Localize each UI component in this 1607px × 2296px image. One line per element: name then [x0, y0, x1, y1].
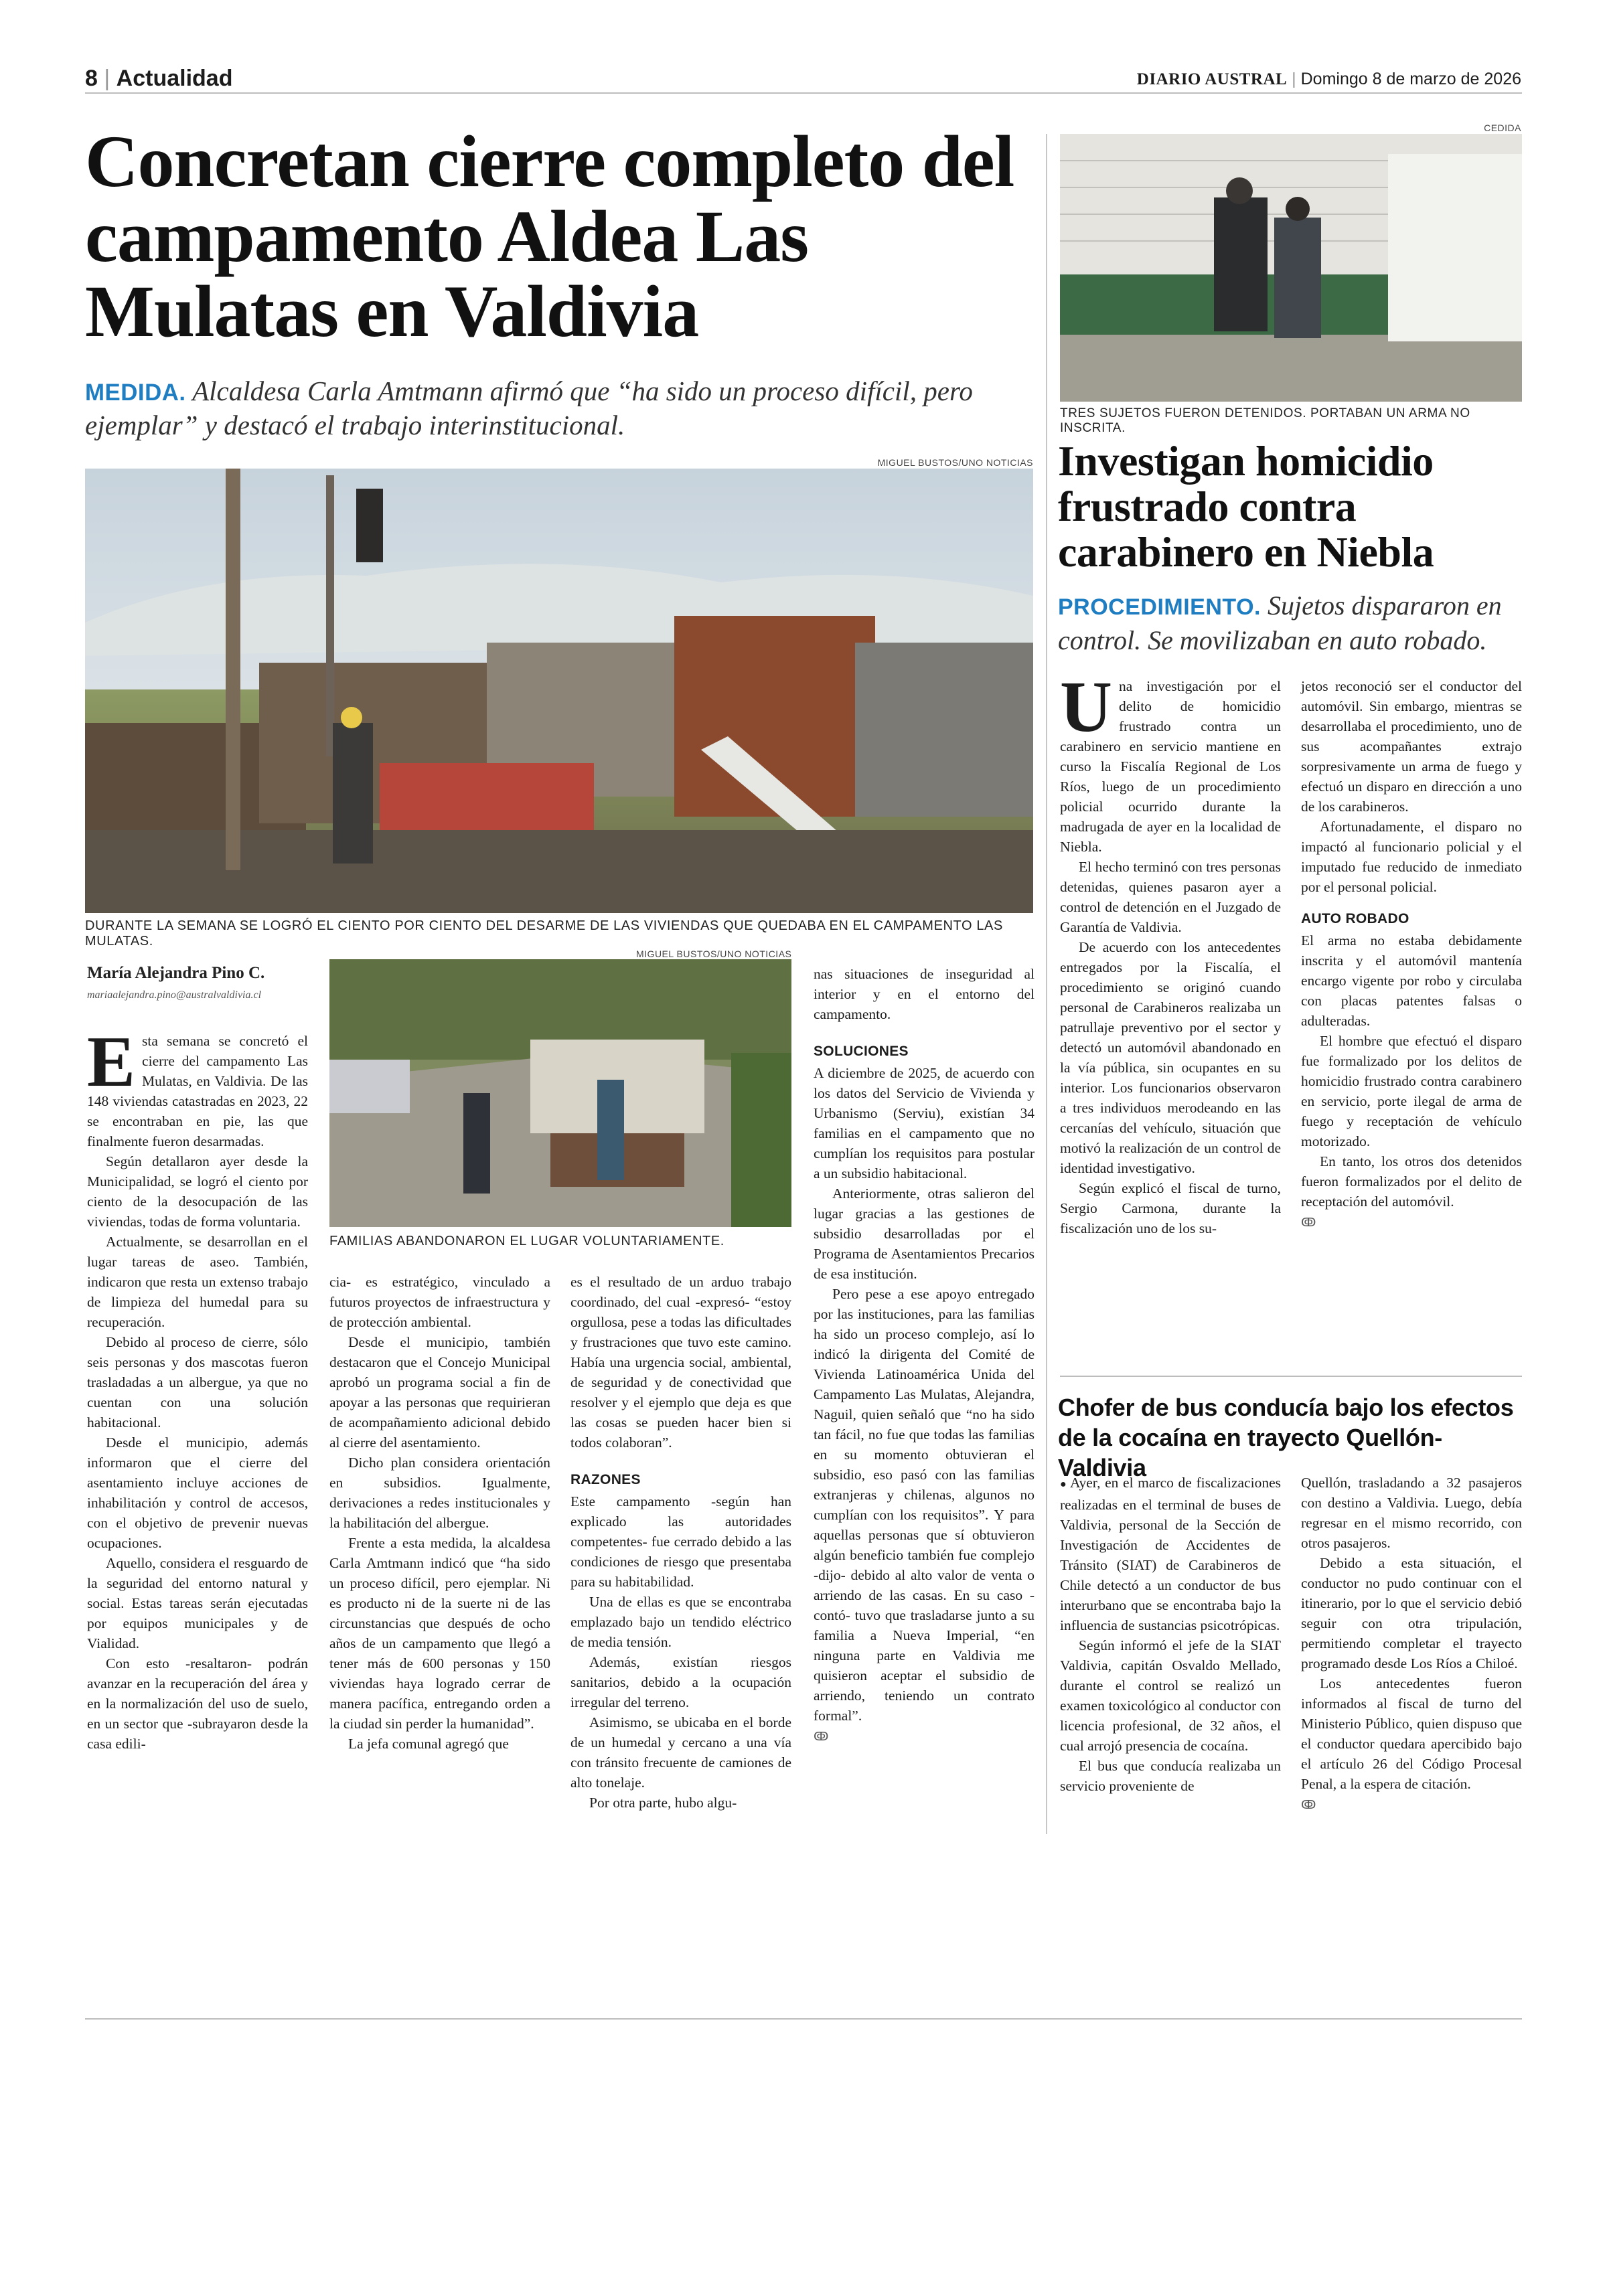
- publication-name: DIARIO AUSTRAL: [1136, 70, 1288, 88]
- main-body-column-2: [329, 1272, 550, 1754]
- secondary-body-column-2: [1301, 676, 1522, 1233]
- brief-body-column-2: [1301, 1473, 1522, 1815]
- subheading-razones: RAZONES: [570, 1472, 641, 1487]
- paragraph: [1060, 1473, 1281, 1635]
- paragraph: Desde el municipio, también destacaron que el Concejo Municipal aprobó un programa social a fin de apoyar a las personas que requirieran de acompañamiento adicional debido al cierre del asentamiento.: [329, 1334, 550, 1451]
- secondary-body-column-1: [1060, 667, 1281, 1238]
- secondary-headline: Investigan homicidio frustrado contra carabinero en Niebla: [1058, 437, 1434, 576]
- bullet-icon: ●: [1060, 1479, 1067, 1490]
- section-name: Actualidad: [116, 66, 233, 91]
- publication-info: DIARIO AUSTRAL | Domingo 8 de marzo de 2026: [1136, 70, 1521, 88]
- subheading-soluciones: SOLUCIONES: [814, 1044, 909, 1059]
- paragraph: Este campamento -según han explicado las autoridades competentes- fue cerrado debido a las condiciones de riesgo que presentaba para su habitabilidad.: [570, 1493, 791, 1590]
- secondary-lead: [1058, 589, 1527, 657]
- detenidos-photo: [1060, 134, 1522, 402]
- paragraph: jetos reconoció ser el conductor del automóvil. Sin embargo, mientras se desarrollaba el procedimiento, uno de sus acompañantes extrajo sorpresivamente un arma de fuego y efectuó un disparo en dirección a uno de los carabineros.: [1301, 678, 1522, 815]
- paragraph: El arma no estaba debidamente inscrita y el automóvil mantenía encargo vigente por robo y circulaba con placas patentes falsas o adulteradas.: [1301, 932, 1522, 1029]
- paragraph: Actualmente, se desarrollan en el lugar tareas de aseo. También, indicaron que resta un extenso trabajo de limpieza del humedal para su recuperación.: [87, 1234, 308, 1330]
- end-mark-icon: ↂ: [1301, 1798, 1316, 1812]
- drop-cap: E: [87, 1022, 136, 1102]
- paragraph: Quellón, trasladando a 32 pasajeros con destino a Valdivia. Luego, debía regresar en el mismo recorrido, con otros pasajeros.: [1301, 1475, 1522, 1551]
- paragraph: Según detallaron ayer desde la Municipalidad, se logró el ciento por ciento de la desocupación de las viviendas, todas de forma voluntaria.: [87, 1153, 308, 1230]
- paragraph: Los antecedentes fueron informados al fiscal de turno del Ministerio Público, quien dispuso que el conductor quedara apercibido bajo el artículo 26 del Código Procesal Penal, a la espera de citación.: [1301, 1675, 1522, 1792]
- main-headline: Concretan cierre completo del campamento Aldea Las Mulatas en Valdivia: [85, 120, 1014, 352]
- paragraph: Una de ellas es que se encontraba emplazado bajo un tendido eléctrico de media tensión.: [570, 1594, 791, 1650]
- paragraph: es el resultado de un arduo trabajo coordinado, del cual -expresó- “estoy orgullosa, pese a todas las dificultades y frustraciones que tuvo este camino. Había una urgencia social, ambiental, de seguridad y de conectividad que resolver y el ejemplo que deja es que las cosas se pueden hacer bien si todos colaboran”.: [570, 1274, 791, 1451]
- brief-body-column-1: [1060, 1473, 1281, 1796]
- paragraph: Frente a esta medida, la alcaldesa Carla Amtmann indicó que “ha sido un proceso difícil, pero ejemplar. Ni es producto ni de la suerte ni de las circunstancias que después de ocho años de un campamento que llegó a tener más de 600 personas y 150 viviendas haya logrado cerrar de manera pacífica, entregando orden a la ciudad sin perder la humanidad”.: [329, 1535, 550, 1732]
- photo-credit-2: MIGUEL BUSTOS/UNO NOTICIAS: [636, 949, 792, 959]
- paragraph: Con esto -resaltaron- podrán avanzar en la recuperación del área y en la normalización del uso de suelo, en un sector que -subrayaron desde la casa edili-: [87, 1655, 308, 1752]
- photo-credit: MIGUEL BUSTOS/UNO NOTICIAS: [877, 457, 1033, 468]
- paragraph: Aquello, considera el resguardo de la seguridad del entorno natural y social. Estas tareas serán ejecutadas por equipos municipales y de Vialidad.: [87, 1555, 308, 1651]
- main-body-column-1: [87, 1022, 308, 1754]
- familias-photo: [329, 959, 791, 1227]
- campamento-photo: [85, 469, 1033, 913]
- paragraph: Pero pese a ese apoyo entregado por las instituciones, para las familias ha sido un proceso complejo, así lo indicó la dirigenta del Comité de Vivienda Latinoamérica Unida del Campamento Las Mulatas, Alejandra, Naguil, quien señaló que “no ha sido tan fácil, no fue que todas las familias en su momento obtuvieran el subsidio, eso pasó con las familias extranjeras y chilenas, algunos no cumplían con los requisitos”. Y para aquellas personas que sí obtuvieron algún beneficio también fue complejo -dijo- debido al alto valor de venta o arriendo de las casas. En su caso -contó- tuvo que trasladarse junto a su familia a Nueva Imperial, “en ninguna parte en Valdivia me quisieron aceptar el subsidio de arriendo, teniendo un contrato formal”.: [814, 1286, 1035, 1724]
- paragraph: Dicho plan considera orientación en subsidios. Igualmente, derivaciones a redes institucionales y la habilitación del albergue.: [329, 1455, 550, 1531]
- page-section-header: 8 | Actualidad: [85, 66, 233, 91]
- subheading-auto-robado: AUTO ROBADO: [1301, 911, 1409, 926]
- author-email: mariaalejandra.pino@australvaldivia.cl: [87, 989, 262, 1001]
- column-divider: [1046, 134, 1047, 1834]
- paragraph: Asimismo, se ubicaba en el borde de un humedal y cercano a una vía con tránsito frecuente de camiones de alto tonelaje.: [570, 1714, 791, 1791]
- paragraph: Debido al proceso de cierre, sólo seis personas y dos mascotas fueron trasladadas a un albergue, ya que no cuentan con una solución habitacional.: [87, 1334, 308, 1430]
- author-name: María Alejandra Pino C.: [87, 964, 265, 982]
- photo-caption-2: FAMILIAS ABANDONARON EL LUGAR VOLUNTARIAMENTE.: [329, 1234, 724, 1248]
- paragraph-text: Ayer, en el marco de fiscalizaciones realizadas en el terminal de buses de Valdivia, personal de la Sección de Investigación de Accidentes de Tránsito (SIAT) de Carabineros de Chile detectó a un conductor de bus interurbano que se encontraba bajo la influencia de sustancias psicotrópicas.: [1060, 1475, 1281, 1633]
- main-lead: [85, 375, 1022, 441]
- paragraph: Además, existían riesgos sanitarios, debido a la ocupación irregular del terreno.: [570, 1654, 791, 1710]
- main-body-column-4: [814, 964, 1035, 1747]
- photo-caption: DURANTE LA SEMANA SE LOGRÓ EL CIENTO POR CIENTO DEL DESARME DE LAS VIVIENDAS QUE QUEDABA EN EL CAMPAMENTO LAS MULATAS.: [85, 918, 1003, 949]
- end-mark-icon: ↂ: [1301, 1216, 1316, 1230]
- paragraph: La jefa comunal agregó que: [348, 1736, 509, 1752]
- paragraph: De acuerdo con los antecedentes entregados por la Fiscalía, el procedimiento se originó cuando personal de Carabineros realizaba un patrullaje preventivo por el sector y detectó un automóvil abandonado en la vía pública, sin ocupantes en su interior. Los funcionarios observaron a tres individuos merodeando en las cercanías del vehículo, situación que motivó la realización de un control de identidad investigativo.: [1060, 939, 1281, 1176]
- main-body-column-3: [570, 1272, 791, 1813]
- footer-rule: [85, 2018, 1522, 2020]
- brief-rule: [1060, 1376, 1522, 1377]
- publication-date: Domingo 8 de marzo de 2026: [1300, 70, 1521, 88]
- page-number: 8: [85, 66, 98, 91]
- paragraph: Desde el municipio, además informaron que el cierre del asentamiento incluye acciones de inhabilitación y control de accesos, con el objetivo de prevenir nuevas ocupaciones.: [87, 1434, 308, 1551]
- paragraph: Por otra parte, hubo algu-: [589, 1795, 737, 1811]
- paragraph: El hombre que efectuó el disparo fue formalizado por los delitos de homicidio frustrado contra carabinero en servicio, porte ilegal de arma de fuego y receptación de vehículo motorizado.: [1301, 1033, 1522, 1149]
- paragraph: na investigación por el delito de homicidio frustrado contra un carabinero en servicio mantiene en curso la Fiscalía Regional de Los Ríos, luego de un procedimiento policial ocurrido durante la madrugada de ayer en la localidad de Niebla.: [1060, 678, 1281, 855]
- photo-caption-right: TRES SUJETOS FUERON DETENIDOS. PORTABAN UN ARMA NO INSCRITA.: [1060, 406, 1470, 435]
- paragraph: Debido a esta situación, el conductor no pudo continuar con el itinerario, por lo que el servicio debió seguir con otra tripulación, permitiendo completar el trayecto programado desde Los Ríos a Chiloé.: [1301, 1555, 1522, 1671]
- paragraph: Según explicó el fiscal de turno, Sergio Carmona, durante la fiscalización uno de los su-: [1060, 1180, 1281, 1236]
- drop-cap: U: [1060, 667, 1112, 747]
- paragraph: cia- es estratégico, vinculado a futuros proyectos de infraestructura y de protección ambiental.: [329, 1274, 550, 1330]
- paragraph: Según informó el jefe de la SIAT Valdivia, capitán Osvaldo Mellado, durante el control se realizó un examen toxicológico al conductor con licencia profesional, de 32 años, el cual arrojó presencia de cocaína.: [1060, 1637, 1281, 1754]
- end-mark-icon: ↂ: [814, 1730, 829, 1744]
- paragraph: El hecho terminó con tres personas detenidas, quienes pasaron ayer a control de detención en el Juzgado de Garantía de Valdivia.: [1060, 859, 1281, 935]
- paragraph: nas situaciones de inseguridad al interior y en el entorno del campamento.: [814, 966, 1035, 1022]
- lead-text: Sujetos dispararon en control. Se movilizaban en auto robado.: [1058, 590, 1502, 655]
- lead-text: Alcaldesa Carla Amtmann afirmó que “ha sido un proceso difícil, pero ejemplar” y destacó el trabajo interinstitucional.: [85, 376, 973, 440]
- photo-credit-right: CEDIDA: [1484, 122, 1521, 133]
- paragraph: El bus que conducía realizaba un servicio proveniente de: [1060, 1758, 1281, 1794]
- paragraph: Afortunadamente, el disparo no impactó al funcionario policial y el imputado fue reducido de inmediato por el personal policial.: [1301, 819, 1522, 895]
- paragraph: A diciembre de 2025, de acuerdo con los datos del Servicio de Vivienda y Urbanismo (Serviu), existían 34 familias en el campamento que no cumplían los requisitos para postular a un subsidio habitacional.: [814, 1065, 1035, 1181]
- lead-kicker: MEDIDA.: [85, 380, 186, 406]
- lead-kicker: PROCEDIMIENTO.: [1058, 594, 1261, 620]
- paragraph: Anteriormente, otras salieron del lugar gracias a las gestiones de subsidio desarrolladas por el Programa de Asentamientos Precarios de esa institución.: [814, 1185, 1035, 1282]
- paragraph: sta semana se concretó el cierre del campamento Las Mulatas, en Valdivia. De las 148 viviendas catastradas en 2023, 22 se encontraban en pie, las que finalmente fueron desarmadas.: [87, 1033, 308, 1149]
- header-rule: [85, 92, 1522, 94]
- brief-headline: Chofer de bus conducía bajo los efectos de la cocaína en trayecto Quellón-Valdivia: [1058, 1394, 1514, 1481]
- paragraph: En tanto, los otros dos detenidos fueron formalizados por el delito de receptación del automóvil.: [1301, 1153, 1522, 1210]
